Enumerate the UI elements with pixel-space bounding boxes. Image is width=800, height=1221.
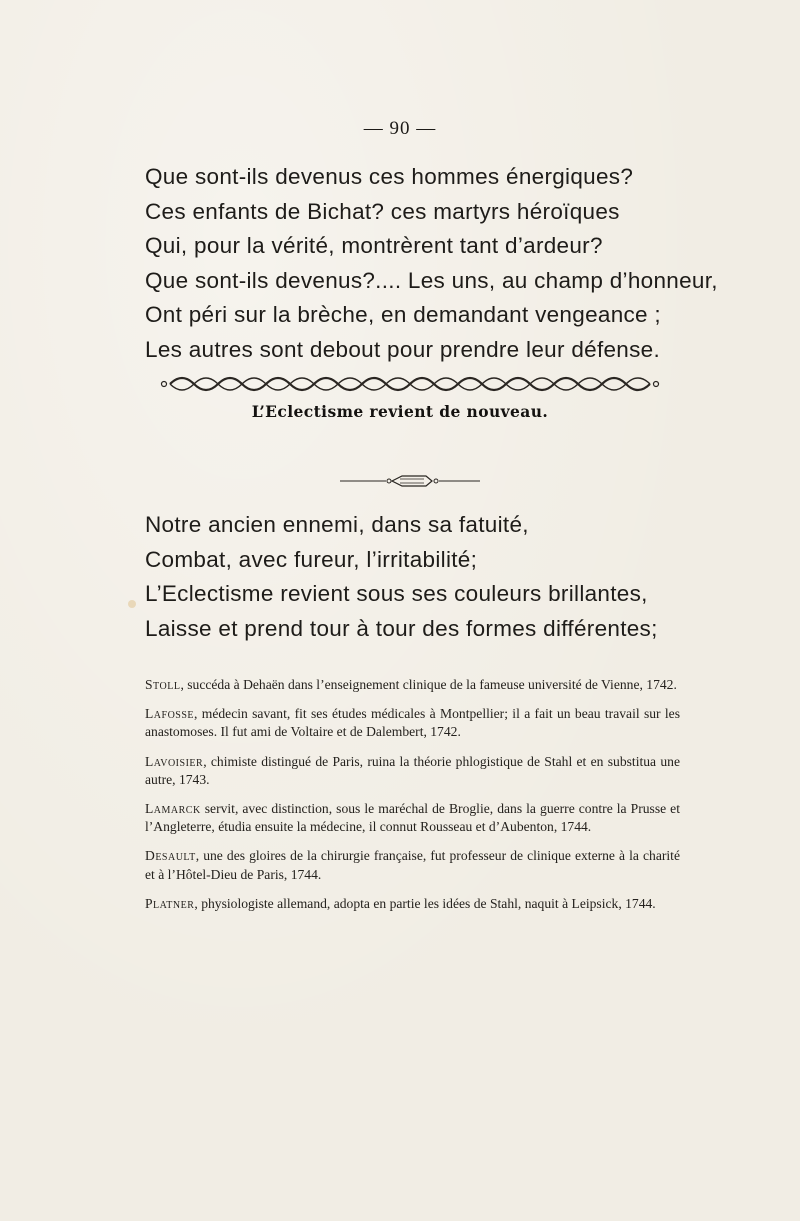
verse-line: Que sont-ils devenus ces hommes énergiques? [145, 164, 634, 189]
footnote-name: Stoll [145, 677, 181, 692]
verse-line: Les autres sont debout pour prendre leur défense. [145, 336, 661, 362]
footnote [145, 847, 680, 883]
verse-stanza-1 [145, 160, 718, 367]
footnote-text: , médecin savant, fit ses études médicales à Montpellier; il a fait un beau travail sur les anastomoses. Il fut ami de Voltaire et de Dalembert, 1742. [145, 706, 680, 740]
verse-line: Laisse et prend tour à tour des formes différentes; [145, 615, 658, 641]
ink-spot [128, 600, 136, 608]
footnote-text: , chimiste distingué de Paris, ruina la théorie phlogistique de Stahl et en substitua une autre, 1743. [145, 753, 680, 787]
footnote-text: , physiologiste allemand, adopta en partie les idées de Stahl, naquit à Leipsick, 1744. [194, 895, 656, 911]
footnote-text: , succéda à Dehaën dans l’enseignement clinique de la fameuse université de Vienne, 1742. [180, 677, 677, 692]
footnote [145, 800, 680, 836]
footnote-name: Lamarck [145, 801, 201, 817]
footnote-name: Desault [145, 848, 196, 864]
footnote [145, 753, 680, 789]
footnote-text: , une des gloires de la chirurgie française, fut professeur de clinique externe à la charité et à l’Hôtel-Dieu de Paris, 1744. [145, 848, 680, 882]
footnote-text: servit, avec distinction, sous le maréchal de Broglie, dans la guerre contre la Prusse et l’Angleterre, étudia ensuite la médecine, il connut Rousseau et d’Aubenton, 1744. [145, 801, 680, 835]
verse-line: Combat, avec fureur, l’irritabilité; [145, 546, 478, 572]
verse-line: L’Eclectisme revient sous ses couleurs brillantes, [145, 581, 648, 606]
footnotes [145, 676, 680, 924]
ornamental-divider [160, 372, 660, 396]
verse-line: Ces enfants de Bichat? ces martyrs héroïques [145, 198, 620, 224]
footnote-name: Lavoisier [145, 753, 204, 769]
footnote-name: Lafosse [145, 706, 195, 722]
footnote [145, 705, 680, 741]
verse-line: Ont péri sur la brèche, en demandant vengeance ; [145, 302, 661, 327]
verse-stanza-2 [145, 508, 705, 646]
footnote [145, 895, 680, 913]
section-heading: L’Eclectisme revient de nouveau. [251, 402, 549, 421]
footnote-name: Platner [145, 895, 195, 911]
small-ornament [340, 474, 480, 488]
verse-line: Que sont-ils devenus?.... Les uns, au champ d’honneur, [145, 267, 718, 293]
footnote [145, 676, 680, 694]
verse-line: Notre ancien ennemi, dans sa fatuité, [145, 512, 529, 537]
verse-line: Qui, pour la vérité, montrèrent tant d’ardeur? [145, 233, 603, 258]
page-number: — 90 — [363, 118, 437, 139]
